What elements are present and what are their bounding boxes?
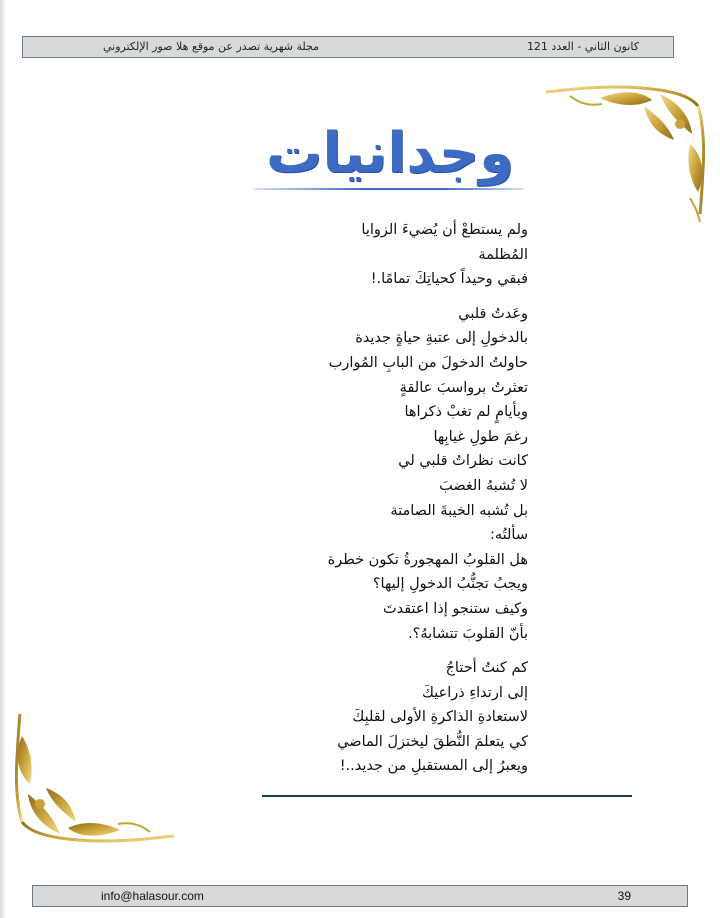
article-title: وجدانيات (266, 120, 514, 186)
page-number: 39 (617, 889, 631, 903)
poem-line: وبأيامٍ لم تغبْ ذكراها (404, 404, 528, 421)
poem-line: ولم يستطعْ أن يُضيءَ الزوايا (361, 222, 528, 238)
poem-line: بل تُشبه الخيبةَ الصامتة (390, 502, 528, 519)
poem-line: ويعبرُ إلى المستقبلِ من جديد..! (339, 758, 528, 775)
poem-line: سألتُه: (489, 527, 528, 544)
page-edge-shadow (0, 0, 6, 918)
poem-line: لاستعادةِ الذاكرةِ الأولى لقلبِكَ (352, 709, 528, 726)
poem-line: وكيف ستنجو إذا اعتقدتَ (382, 600, 528, 617)
poem-line: بالدخولِ إلى عتبةِ حياةٍ جديدة (355, 330, 528, 347)
poem-body (108, 218, 528, 779)
issue-label: كانون الثاني - العدد 121 (526, 40, 639, 53)
poem-line: رغمَ طولِ غيابِها (433, 428, 528, 445)
stanza-gap (108, 646, 528, 656)
page-header (22, 36, 674, 58)
poem-line: بأنّ القلوبَ تتشابهُ؟. (408, 625, 528, 642)
magazine-note: مجلة شهرية تصدر عن موقع هلا صور الإلكتروني (103, 40, 320, 53)
title-underline (254, 188, 524, 190)
poem-line: وعَدتُ قلبي (458, 305, 528, 322)
poem-end-divider (262, 795, 632, 797)
page-footer (32, 885, 688, 907)
poem-line: فبقي وحيداً كحياتِكَ تمامًا.! (370, 271, 528, 288)
poem-line: إلى ارتداءِ ذراعيكَ (421, 684, 528, 701)
poem-line: كانت نظراتُ قلبي لي (398, 453, 528, 470)
article-title-block (250, 118, 540, 196)
poem-line: هل القلوبُ المهجورةُ تكون خطرة (327, 551, 528, 568)
gold-corner-ornament-top-right (540, 84, 710, 224)
poem-line: تعثرتُ برواسبَ عالقةٍ (399, 379, 528, 396)
poem-line: لا تُشبهُ الغضبَ (439, 477, 528, 494)
poem-line: المُظلمة (478, 246, 528, 263)
stanza-gap (108, 292, 528, 302)
poem-line: حاولتُ الدخولَ من البابِ المُوارب (328, 354, 528, 371)
poem-line: كي يتعلمَ النُّطقَ ليختزلَ الماضي (337, 733, 528, 750)
poem-line: كم كنتُ أحتاجُ (445, 660, 528, 677)
poem-line: ويجبُ تجنُّبُ الدخولِ إليها؟ (372, 576, 528, 593)
contact-email: info@halasour.com (101, 889, 204, 903)
